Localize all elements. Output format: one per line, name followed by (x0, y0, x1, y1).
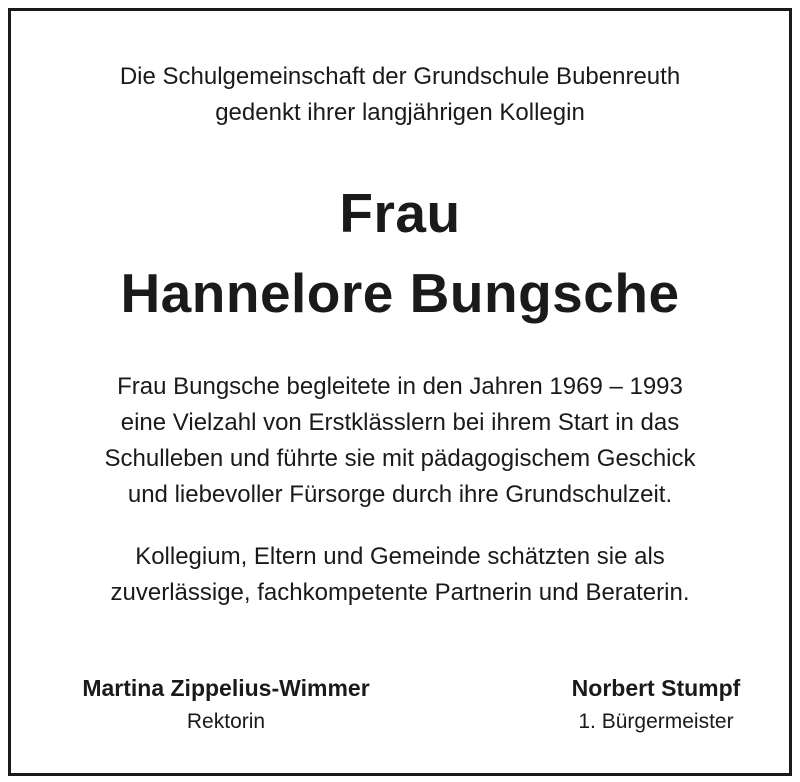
tribute-line: eine Vielzahl von Erstklässlern bei ihrem Start in das (120, 409, 680, 436)
tribute-line: Kollegium, Eltern und Gemeinde schätzten sie als (135, 543, 665, 570)
intro-line-1: Die Schulgemeinschaft der Grundschule Bubenreuth (119, 63, 681, 90)
tribute-line: und liebevoller Fürsorge durch ihre Grundschulzeit. (127, 481, 673, 508)
signature-right (521, 671, 791, 739)
signer-name: Martina Zippelius-Wimmer (82, 675, 370, 701)
deceased-salutation: Frau (339, 182, 461, 244)
deceased-name: Hannelore Bungsche (120, 262, 680, 324)
intro-text (11, 59, 789, 131)
signer-role: 1. Bürgermeister (578, 710, 734, 733)
signer-name: Norbert Stumpf (571, 675, 741, 701)
signature-left (41, 671, 411, 739)
tribute-paragraph-1 (11, 369, 789, 513)
intro-line-2: gedenkt ihrer langjährigen Kollegin (215, 99, 585, 126)
tribute-line: Schulleben und führte sie mit pädagogischem Geschick (104, 445, 696, 472)
tribute-paragraph-2 (11, 539, 789, 611)
obituary-notice (8, 8, 792, 776)
tribute-line: zuverlässige, fachkompetente Partnerin und Beraterin. (110, 579, 690, 606)
deceased-name-block (11, 173, 789, 333)
tribute-line: Frau Bungsche begleitete in den Jahren 1969 – 1993 (117, 373, 683, 400)
signer-role: Rektorin (186, 710, 266, 733)
